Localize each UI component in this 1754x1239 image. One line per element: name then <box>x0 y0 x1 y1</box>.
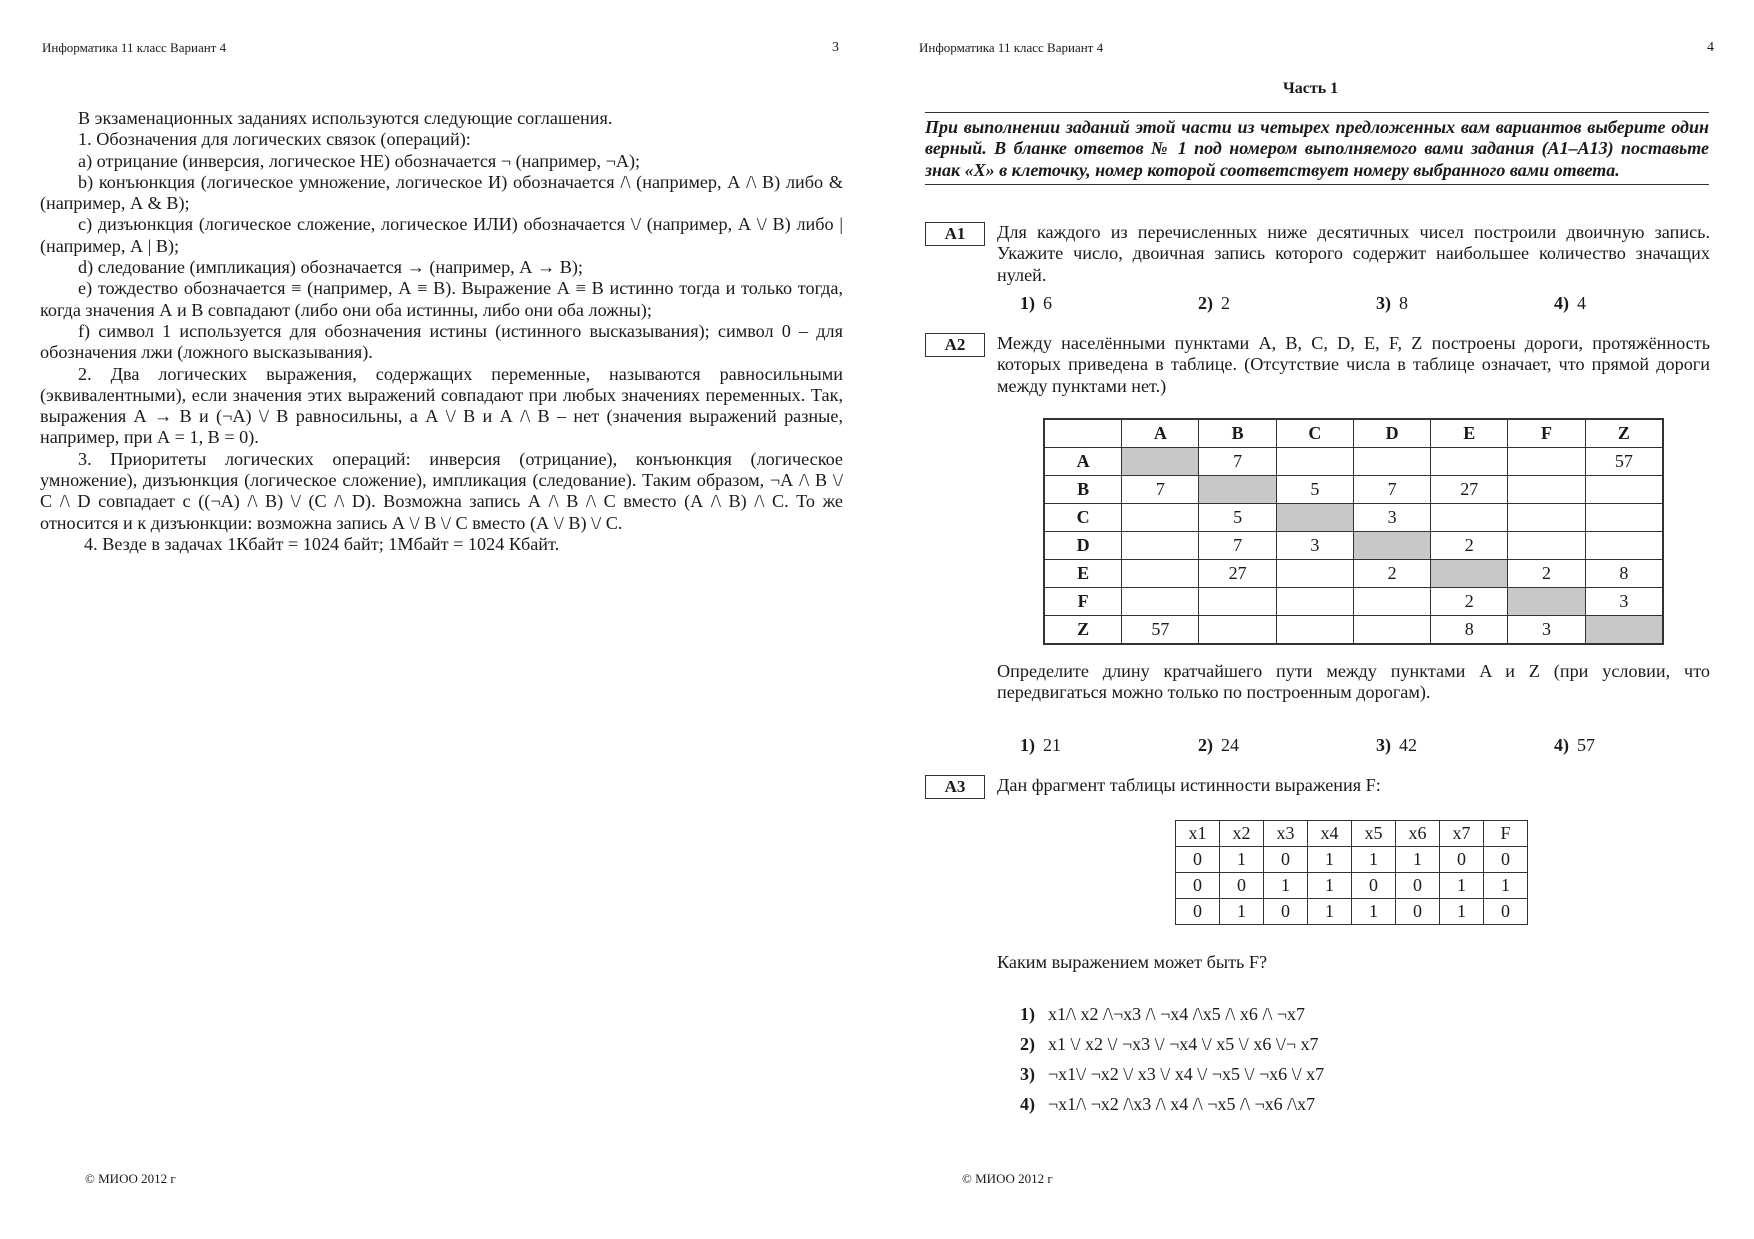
table-row <box>1044 476 1663 504</box>
table-row <box>1044 588 1663 616</box>
a3-option-1: 1) x1/\ x2 /\¬x3 /\ ¬x4 /\x5 /\ x6 /\ ¬x7 <box>1020 1004 1305 1024</box>
table-row <box>1176 873 1528 899</box>
table-cell: 1 <box>1220 899 1264 925</box>
table-cell: 7 <box>1199 448 1276 476</box>
distance-table <box>1043 418 1664 645</box>
table-cell <box>1276 448 1353 476</box>
table-cell <box>1353 616 1430 645</box>
a2-option-4: 4) 57 <box>1554 735 1595 755</box>
table-cell <box>1585 476 1663 504</box>
table-cell <box>1199 588 1276 616</box>
table-header-cell: x5 <box>1352 821 1396 847</box>
table-cell: 27 <box>1199 560 1276 588</box>
table-cell: 0 <box>1484 847 1528 873</box>
question-label-a3: A3 <box>925 775 985 799</box>
table-cell: 57 <box>1122 616 1199 645</box>
table-header-cell: B <box>1199 419 1276 448</box>
instructions: При выполнении заданий этой части из четырех предложенных вам вариантов выберите один верный. В бланке ответов № 1 под номером выполняемого вами задания (А1–А13) поставьте знак «Х» в клеточку, номер которой соответствует номеру выбранного вами ответа. <box>925 112 1709 185</box>
question-prompt-a2: Определите длину кратчайшего пути между пунктами A и Z (при условии, что передвигаться можно только по построенным дорогам). <box>997 661 1710 703</box>
table-header-cell: E <box>1431 419 1508 448</box>
table-header-cell: Z <box>1585 419 1663 448</box>
table-header-row <box>1176 821 1528 847</box>
table-cell: 1 <box>1308 899 1352 925</box>
table-cell: 0 <box>1176 873 1220 899</box>
truth-table <box>1175 820 1528 925</box>
row-header-cell: C <box>1044 504 1122 532</box>
table-cell: 3 <box>1585 588 1663 616</box>
table-cell <box>1122 504 1199 532</box>
paragraph: c) дизъюнкция (логическое сложение, логическое ИЛИ) обозначается \/ (например, А \/ В) либо | (например, А | В); <box>40 214 843 256</box>
table-cell: 0 <box>1264 899 1308 925</box>
table-cell: 1 <box>1484 873 1528 899</box>
a1-option-4: 4) 4 <box>1554 293 1586 313</box>
table-cell: 3 <box>1276 532 1353 560</box>
conventions-text <box>40 108 843 555</box>
table-header-cell: A <box>1122 419 1199 448</box>
table-header-cell: x4 <box>1308 821 1352 847</box>
table-cell <box>1508 504 1585 532</box>
paragraph: b) конъюнкция (логическое умножение, логическое И) обозначается /\ (например, А /\ В) либо & (например, А & В); <box>40 171 843 214</box>
table-cell <box>1431 560 1508 588</box>
a2-option-1: 1) 21 <box>1020 735 1061 755</box>
table-cell: 0 <box>1176 899 1220 925</box>
paragraph: 4. Везде в задачах 1Кбайт = 1024 байт; 1Мбайт = 1024 Кбайт. <box>84 533 560 554</box>
table-cell: 0 <box>1264 847 1308 873</box>
paragraph: 1. Обозначения для логических связок (операций): <box>78 129 471 150</box>
table-cell: 0 <box>1396 873 1440 899</box>
table-cell: 1 <box>1440 899 1484 925</box>
table-header-cell: x7 <box>1440 821 1484 847</box>
paragraph: 2. Два логических выражения, содержащих переменные, называются равносильными (эквивалентными), если значения этих выражений совпадают при любых значениях переменных. Так, выражения А → В и (¬А) \/ В равносильны, а А \/ В и А /\ В – нет (значения выражений разные, например, при А = 1, В = 0). <box>40 363 843 448</box>
table-cell: 1 <box>1352 899 1396 925</box>
a1-option-1: 1) 6 <box>1020 293 1052 313</box>
table-header-row <box>1044 419 1663 448</box>
table-header-cell: x2 <box>1220 821 1264 847</box>
table-cell <box>1585 532 1663 560</box>
table-cell: 0 <box>1220 873 1264 899</box>
table-cell <box>1276 504 1353 532</box>
table-cell: 7 <box>1199 532 1276 560</box>
page-header-title: Информатика 11 класс Вариант 4 <box>42 40 227 55</box>
table-cell: 0 <box>1396 899 1440 925</box>
row-header-cell: B <box>1044 476 1122 504</box>
table-cell <box>1431 504 1508 532</box>
table-row <box>1176 847 1528 873</box>
table-header-cell: x6 <box>1396 821 1440 847</box>
table-header-cell: x3 <box>1264 821 1308 847</box>
table-cell <box>1199 476 1276 504</box>
table-cell <box>1276 616 1353 645</box>
a1-option-3: 3) 8 <box>1376 293 1408 313</box>
table-cell <box>1353 588 1430 616</box>
table-header-cell: x1 <box>1176 821 1220 847</box>
table-row <box>1044 532 1663 560</box>
table-cell: 0 <box>1176 847 1220 873</box>
question-text-a2: Между населёнными пунктами A, B, C, D, E, F, Z построены дороги, протяжённость которых приведена в таблице. (Отсутствие числа в таблице означает, что прямой дороги между пунктами нет.) <box>997 333 1710 396</box>
paragraph: В экзаменационных заданиях используются следующие соглашения. <box>78 108 613 128</box>
page-footer: © МИОО 2012 г <box>85 1171 176 1186</box>
table-cell: 7 <box>1122 476 1199 504</box>
table-cell: 1 <box>1440 873 1484 899</box>
table-cell <box>1353 532 1430 560</box>
table-cell: 27 <box>1431 476 1508 504</box>
table-header-cell: F <box>1484 821 1528 847</box>
table-header-cell: C <box>1276 419 1353 448</box>
right-page: Информатика 11 класс Вариант 4 4 Часть 1 При выполнении заданий этой части из четырех предложенных вам вариантов выберите один верный. В бланке ответов № 1 под номером выполняемого вами задания (А1–А13) поставьте знак «Х» в клеточку, номер которой соответствует номеру выбранного вами ответа. A1 Для каждого из перечисленных ниже десятичных чисел построили двоичную запись. Укажите число, двоичная запись которого содержит наибольшее количество значащих нулей. 1) 6 2) 2 3) 8 4) 4 A2 Между населёнными пунктами A, B, C, D, E, F, Z построены дороги, протяжённость которых приведена в таблице. (Отсутствие числа в таблице означает, что прямой дороги между пунктами нет.) A B C D E F Z A 7 57 B 7 5 7 27 C 5 3 D 7 3 2 E 27 2 2 8 F 2 3 Z 57 8 3 Определите длину кратчайшего пути между пунктами A и Z (при условии, что передвигаться можно только по построенным дорогам). 1) 21 2) 24 3) 42 4) 57 A3 Дан фрагмент таблицы истинности выражения F: x1 x2 x3 x4 x5 x6 x7 F 0 1 0 1 1 1 0 0 0 0 1 1 0 0 1 1 0 1 0 1 1 0 1 0 Каким выражением может быть F? 1) x1/\ x2 /\¬x3 /\ ¬x4 /\x5 /\ x6 /\ ¬x7 2) x1 \/ x2 \/ ¬x3 \/ ¬x4 \/ x5 \/ x6 \/¬ x7 3) ¬x1\/ ¬x2 \/ x3 \/ x4 \/ ¬x5 \/ ¬x6 \/ x7 4) ¬x1/\ ¬x2 /\x3 /\ x4 /\ ¬x5 /\ ¬x6 /\x7 © МИОО 2012 г <box>919 40 1714 1186</box>
table-cell: 57 <box>1585 448 1663 476</box>
table-cell: 8 <box>1431 616 1508 645</box>
table-cell: 7 <box>1353 476 1430 504</box>
table-cell <box>1508 588 1585 616</box>
table-header-cell: F <box>1508 419 1585 448</box>
question-text-a3: Дан фрагмент таблицы истинности выражения F: <box>997 775 1381 795</box>
row-header-cell: Z <box>1044 616 1122 645</box>
table-cell: 5 <box>1276 476 1353 504</box>
table-cell: 1 <box>1308 847 1352 873</box>
table-cell <box>1431 448 1508 476</box>
question-text-a1: Для каждого из перечисленных ниже десятичных чисел построили двоичную запись. Укажите число, двоичная запись которого содержит наибольшее количество значащих нулей. <box>997 222 1710 285</box>
table-row <box>1044 448 1663 476</box>
table-row <box>1044 504 1663 532</box>
table-cell: 8 <box>1585 560 1663 588</box>
paragraph: a) отрицание (инверсия, логическое НЕ) обозначается ¬ (например, ¬А); <box>78 150 641 171</box>
table-cell: 1 <box>1308 873 1352 899</box>
table-row <box>1044 616 1663 645</box>
paragraph: e) тождество обозначается ≡ (например, А ≡ В). Выражение А ≡ В истинно тогда и только тогда, когда значения А и В совпадают (либо они оба истинны, либо они оба ложны); <box>40 278 843 320</box>
table-cell <box>1508 532 1585 560</box>
table-cell: 3 <box>1353 504 1430 532</box>
paragraph: d) следование (импликация) обозначается → (например, А → В); <box>78 257 583 278</box>
table-cell: 5 <box>1199 504 1276 532</box>
table-cell: 0 <box>1484 899 1528 925</box>
paragraph: f) символ 1 используется для обозначения истины (истинного высказывания); символ 0 – для обозначения лжи (ложного высказывания). <box>40 320 843 363</box>
table-cell <box>1353 448 1430 476</box>
table-header-cell <box>1044 419 1122 448</box>
row-header-cell: F <box>1044 588 1122 616</box>
row-header-cell: E <box>1044 560 1122 588</box>
table-cell: 2 <box>1508 560 1585 588</box>
table-cell <box>1276 588 1353 616</box>
table-cell <box>1122 532 1199 560</box>
table-row <box>1044 560 1663 588</box>
row-header-cell: D <box>1044 532 1122 560</box>
table-cell <box>1199 616 1276 645</box>
table-cell: 2 <box>1431 588 1508 616</box>
row-header-cell: A <box>1044 448 1122 476</box>
paragraph: 3. Приоритеты логических операций: инверсия (отрицание), конъюнкция (логическое умножение), дизъюнкция (логическое сложение), импликация (следование). Таким образом, ¬А /\ В \/ С /\ D совпадает с ((¬А) /\ В) \/ (С /\ D). Возможна запись А /\ В /\ С вместо (А /\ В) /\ С. То же относится и к дизъюнкции: возможна запись А \/ В \/ С вместо (А \/ В) \/ С. <box>40 448 843 533</box>
a1-option-2: 2) 2 <box>1198 293 1230 313</box>
table-cell <box>1508 448 1585 476</box>
question-prompt-a3: Каким выражением может быть F? <box>997 952 1268 972</box>
page-header-title: Информатика 11 класс Вариант 4 <box>919 40 1104 55</box>
a2-option-2: 2) 24 <box>1198 735 1239 755</box>
table-cell: 1 <box>1220 847 1264 873</box>
table-cell <box>1122 588 1199 616</box>
table-cell: 0 <box>1440 847 1484 873</box>
question-label-a2: A2 <box>925 333 985 357</box>
page-number: 3 <box>832 40 839 55</box>
a3-option-4: 4) ¬x1/\ ¬x2 /\x3 /\ x4 /\ ¬x5 /\ ¬x6 /\x7 <box>1020 1094 1316 1114</box>
table-cell: 2 <box>1353 560 1430 588</box>
table-cell <box>1508 476 1585 504</box>
table-cell <box>1122 560 1199 588</box>
a3-option-3: 3) ¬x1\/ ¬x2 \/ x3 \/ x4 \/ ¬x5 \/ ¬x6 \/ x7 <box>1020 1064 1325 1084</box>
a2-option-3: 3) 42 <box>1376 735 1417 755</box>
table-cell: 0 <box>1352 873 1396 899</box>
a3-options <box>1020 1004 1324 1124</box>
page-footer: © МИОО 2012 г <box>962 1171 1053 1186</box>
page-number: 4 <box>1707 40 1714 55</box>
a3-option-2: 2) x1 \/ x2 \/ ¬x3 \/ ¬x4 \/ x5 \/ x6 \/¬ x7 <box>1020 1034 1319 1054</box>
table-cell <box>1276 560 1353 588</box>
table-cell <box>1585 504 1663 532</box>
table-header-cell: D <box>1353 419 1430 448</box>
table-cell <box>1122 448 1199 476</box>
table-cell: 1 <box>1352 847 1396 873</box>
question-label-a1: A1 <box>925 222 985 246</box>
table-cell <box>1585 616 1663 645</box>
table-cell: 3 <box>1508 616 1585 645</box>
table-cell: 1 <box>1396 847 1440 873</box>
table-row <box>1176 899 1528 925</box>
table-cell: 1 <box>1264 873 1308 899</box>
table-cell: 2 <box>1431 532 1508 560</box>
